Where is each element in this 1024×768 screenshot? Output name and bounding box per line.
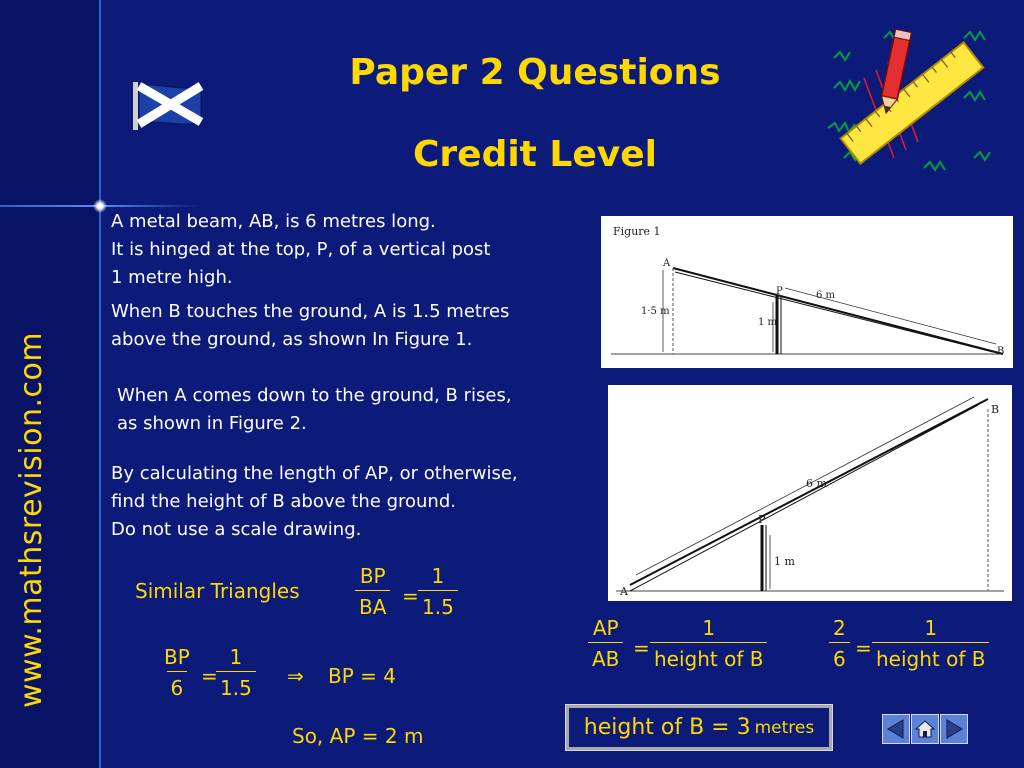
website-text: www.mathsrevision.com xyxy=(14,331,49,708)
question-line: By calculating the length of AP, or otherwise, xyxy=(111,463,518,484)
length-dimension xyxy=(636,397,974,575)
question-line: 1 metre high. xyxy=(111,267,233,288)
question-line: find the height of B above the ground. xyxy=(111,491,456,512)
figure-1-label-15m: 1·5 m xyxy=(641,306,670,317)
fraction-numerator: 1 xyxy=(229,645,243,669)
fraction-ap-ab xyxy=(588,616,623,671)
slide-subtitle: Credit Level xyxy=(412,134,658,175)
fraction-1-height-of-b xyxy=(872,616,989,671)
answer-text: height of B = 3 xyxy=(583,715,751,740)
question-paragraph-2 xyxy=(111,298,601,354)
fraction-numerator: 1 xyxy=(702,616,716,640)
figure-1-label-1m: 1 m xyxy=(758,317,778,328)
question-paragraph-3 xyxy=(117,382,607,438)
arrow-right-icon xyxy=(943,718,965,740)
ap-result: So, AP = 2 m xyxy=(292,724,424,748)
figure-1-label-b: B xyxy=(997,346,1005,357)
fraction-numerator: 1 xyxy=(431,564,445,588)
back-button[interactable] xyxy=(882,714,910,744)
beam-edge xyxy=(675,272,993,352)
equals-sign: = xyxy=(633,636,650,660)
bp-result: BP = 4 xyxy=(328,664,396,688)
answer-unit: metres xyxy=(754,717,815,738)
figure-2-label-a: A xyxy=(620,585,628,598)
fraction-denominator: 1.5 xyxy=(418,590,458,619)
fraction-denominator: 6 xyxy=(829,642,850,671)
fraction-numerator: BP xyxy=(359,564,386,588)
figure-2-label-p: P xyxy=(758,513,766,526)
question-line: as shown in Figure 2. xyxy=(117,413,307,434)
fraction-numerator: 2 xyxy=(833,616,846,640)
divider-glow xyxy=(93,199,107,213)
fraction-1-1.5 xyxy=(216,645,256,700)
fraction-bp-6 xyxy=(160,645,194,700)
fraction-2-6 xyxy=(829,616,850,671)
answer-box xyxy=(566,705,832,750)
figure-2-label-6m: 6 m xyxy=(806,477,827,490)
figure-1-label-6m: 6 m xyxy=(816,290,836,301)
fraction-denominator: 6 xyxy=(167,671,188,700)
equals-sign: = xyxy=(402,584,419,608)
fraction-numerator: 1 xyxy=(924,616,938,640)
scottish-saltire-flag-icon xyxy=(133,82,205,130)
question-line: It is hinged at the top, P, of a vertical post xyxy=(111,239,491,260)
fraction-numerator: AP xyxy=(592,616,619,640)
slide-title: Paper 2 Questions xyxy=(349,52,721,93)
figure-1-caption: Figure 1 xyxy=(613,225,661,238)
figure-2-diagram xyxy=(608,385,1012,601)
figure-2-label-1m: 1 m xyxy=(774,555,795,568)
forward-button[interactable] xyxy=(940,714,968,744)
question-paragraph-4 xyxy=(111,460,601,544)
fraction-denominator: 1.5 xyxy=(216,671,256,700)
fraction-denominator: height of B xyxy=(650,642,767,671)
figure-1-label-p: P xyxy=(776,286,783,297)
pencil-ruler-clipart-icon xyxy=(824,18,1000,188)
fraction-denominator: BA xyxy=(355,590,390,619)
fraction-denominator: height of B xyxy=(872,642,989,671)
question-line: Do not use a scale drawing. xyxy=(111,519,362,540)
home-icon xyxy=(914,718,936,740)
fraction-denominator: AB xyxy=(588,642,623,671)
question-line: above the ground, as shown In Figure 1. xyxy=(111,329,473,350)
fraction-1-height-of-b xyxy=(650,616,767,671)
home-button[interactable] xyxy=(911,714,939,744)
vertical-divider xyxy=(99,0,101,768)
beam-edge xyxy=(630,405,978,591)
question-line: When B touches the ground, A is 1.5 metres xyxy=(111,301,510,322)
equals-sign: = xyxy=(855,636,872,660)
equals-sign: = xyxy=(201,664,218,688)
similar-triangles-label: Similar Triangles xyxy=(135,579,300,603)
fraction-numerator: BP xyxy=(164,645,190,669)
figure-1-label-a: A xyxy=(663,258,671,269)
question-line: When A comes down to the ground, B rises, xyxy=(117,385,512,406)
figure-2-label-b: B xyxy=(991,403,1000,416)
arrow-left-icon xyxy=(885,718,907,740)
question-line: A metal beam, AB, is 6 metres long. xyxy=(111,211,436,232)
beam-line xyxy=(630,399,988,585)
beam-line xyxy=(673,268,1003,354)
fraction-bp-ba xyxy=(355,564,390,619)
implies-arrow: ⇒ xyxy=(287,664,304,688)
figure-1-diagram xyxy=(601,216,1013,368)
question-paragraph-1 xyxy=(111,208,601,292)
fraction-1-1.5 xyxy=(418,564,458,619)
